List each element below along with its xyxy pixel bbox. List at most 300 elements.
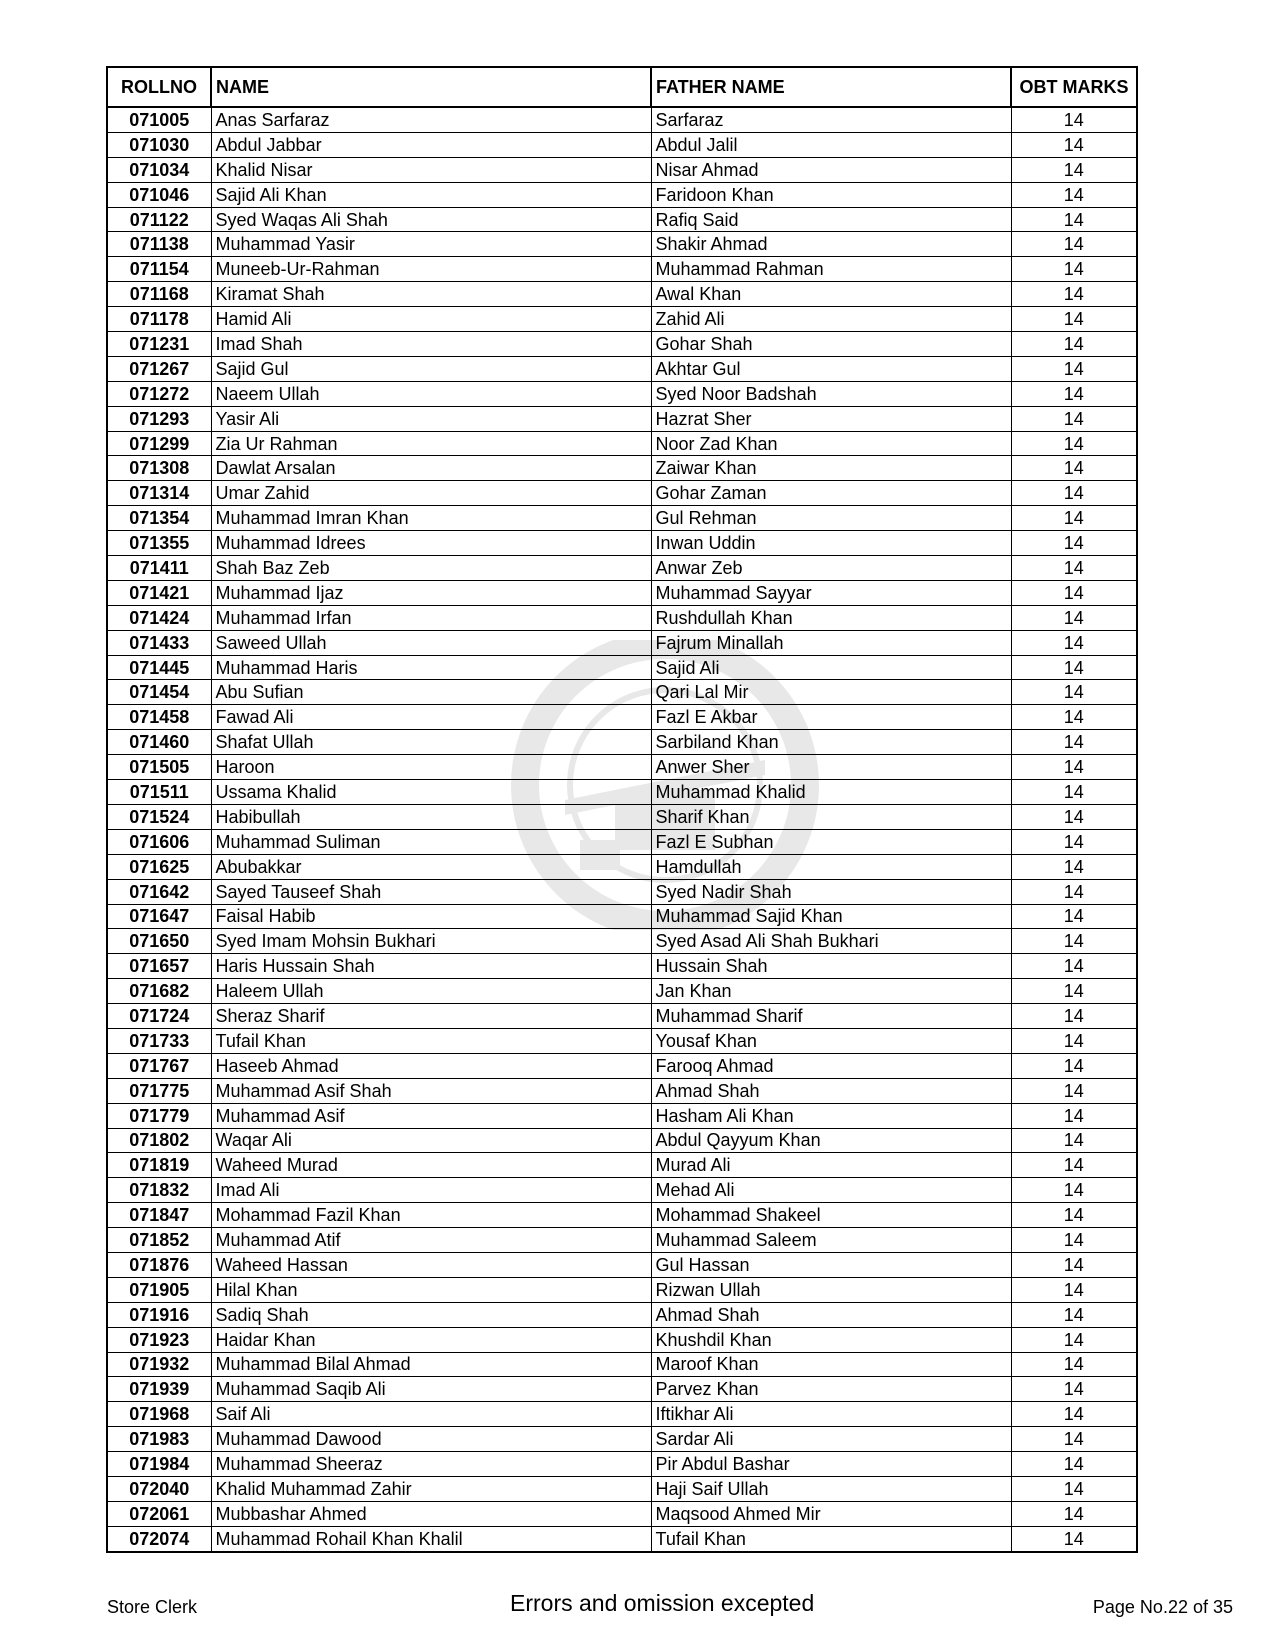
cell-father-name: Tufail Khan <box>651 1526 1011 1551</box>
header-name: NAME <box>211 67 651 107</box>
table-row <box>107 1178 1137 1203</box>
cell-rollno: 071647 <box>107 904 211 929</box>
cell-rollno: 071458 <box>107 705 211 730</box>
cell-rollno: 071299 <box>107 431 211 456</box>
cell-name: Fawad Ali <box>211 705 651 730</box>
cell-father-name: Syed Asad Ali Shah Bukhari <box>651 929 1011 954</box>
cell-name: Anas Sarfaraz <box>211 107 651 132</box>
table-row <box>107 804 1137 829</box>
cell-father-name: Sarbiland Khan <box>651 730 1011 755</box>
cell-rollno: 071939 <box>107 1377 211 1402</box>
cell-father-name: Fazl E Akbar <box>651 705 1011 730</box>
cell-name: Waqar Ali <box>211 1128 651 1153</box>
cell-name: Muneeb-Ur-Rahman <box>211 257 651 282</box>
table-row <box>107 1501 1137 1526</box>
cell-obt-marks: 14 <box>1011 431 1137 456</box>
table-row <box>107 182 1137 207</box>
cell-name: Shafat Ullah <box>211 730 651 755</box>
cell-rollno: 071650 <box>107 929 211 954</box>
cell-name: Muhammad Dawood <box>211 1427 651 1452</box>
table-row <box>107 406 1137 431</box>
cell-father-name: Gohar Zaman <box>651 481 1011 506</box>
cell-name: Haroon <box>211 755 651 780</box>
cell-father-name: Jan Khan <box>651 979 1011 1004</box>
cell-father-name: Awal Khan <box>651 282 1011 307</box>
cell-obt-marks: 14 <box>1011 1252 1137 1277</box>
cell-father-name: Rafiq Said <box>651 207 1011 232</box>
table-row <box>107 680 1137 705</box>
cell-rollno: 071802 <box>107 1128 211 1153</box>
table-row <box>107 1004 1137 1029</box>
table-row <box>107 829 1137 854</box>
cell-rollno: 071454 <box>107 680 211 705</box>
cell-obt-marks: 14 <box>1011 1228 1137 1253</box>
cell-father-name: Zaiwar Khan <box>651 456 1011 481</box>
cell-obt-marks: 14 <box>1011 1128 1137 1153</box>
cell-name: Muhammad Irfan <box>211 605 651 630</box>
cell-father-name: Muhammad Khalid <box>651 780 1011 805</box>
cell-name: Muhammad Idrees <box>211 531 651 556</box>
cell-name: Mubbashar Ahmed <box>211 1501 651 1526</box>
footer-disclaimer: Errors and omission excepted <box>510 1590 815 1616</box>
cell-rollno: 071905 <box>107 1277 211 1302</box>
cell-father-name: Maroof Khan <box>651 1352 1011 1377</box>
cell-rollno: 071005 <box>107 107 211 132</box>
cell-father-name: Muhammad Rahman <box>651 257 1011 282</box>
cell-name: Muhammad Yasir <box>211 232 651 257</box>
cell-rollno: 071433 <box>107 630 211 655</box>
table-row <box>107 705 1137 730</box>
cell-rollno: 072061 <box>107 1501 211 1526</box>
table-row <box>107 282 1137 307</box>
cell-obt-marks: 14 <box>1011 730 1137 755</box>
cell-obt-marks: 14 <box>1011 481 1137 506</box>
cell-father-name: Sharif Khan <box>651 804 1011 829</box>
table-row <box>107 531 1137 556</box>
cell-name: Muhammad Saqib Ali <box>211 1377 651 1402</box>
table-row <box>107 232 1137 257</box>
cell-name: Haseeb Ahmad <box>211 1053 651 1078</box>
cell-name: Sayed Tauseef Shah <box>211 879 651 904</box>
cell-name: Sajid Ali Khan <box>211 182 651 207</box>
cell-obt-marks: 14 <box>1011 780 1137 805</box>
cell-rollno: 071168 <box>107 282 211 307</box>
cell-obt-marks: 14 <box>1011 1402 1137 1427</box>
cell-obt-marks: 14 <box>1011 854 1137 879</box>
cell-name: Muhammad Asif Shah <box>211 1078 651 1103</box>
table-row <box>107 580 1137 605</box>
cell-rollno: 071983 <box>107 1427 211 1452</box>
cell-father-name: Syed Nadir Shah <box>651 879 1011 904</box>
cell-father-name: Hasham Ali Khan <box>651 1103 1011 1128</box>
cell-rollno: 071034 <box>107 157 211 182</box>
cell-name: Abu Sufian <box>211 680 651 705</box>
table-row <box>107 979 1137 1004</box>
cell-rollno: 071852 <box>107 1228 211 1253</box>
cell-name: Syed Imam Mohsin Bukhari <box>211 929 651 954</box>
table-row <box>107 1452 1137 1477</box>
header-row <box>107 67 1137 107</box>
table-row <box>107 780 1137 805</box>
cell-rollno: 071968 <box>107 1402 211 1427</box>
cell-obt-marks: 14 <box>1011 879 1137 904</box>
footer-page-number: Page No.22 of 35 <box>1092 1597 1233 1617</box>
cell-rollno: 071779 <box>107 1103 211 1128</box>
cell-rollno: 071411 <box>107 556 211 581</box>
table-row <box>107 854 1137 879</box>
cell-rollno: 071657 <box>107 954 211 979</box>
table-row <box>107 132 1137 157</box>
table-row <box>107 556 1137 581</box>
cell-father-name: Faridoon Khan <box>651 182 1011 207</box>
cell-father-name: Nisar Ahmad <box>651 157 1011 182</box>
cell-father-name: Gul Rehman <box>651 506 1011 531</box>
cell-father-name: Abdul Qayyum Khan <box>651 1128 1011 1153</box>
cell-father-name: Hazrat Sher <box>651 406 1011 431</box>
table-row <box>107 1402 1137 1427</box>
cell-rollno: 071122 <box>107 207 211 232</box>
cell-father-name: Haji Saif Ullah <box>651 1476 1011 1501</box>
cell-obt-marks: 14 <box>1011 207 1137 232</box>
table-row <box>107 1476 1137 1501</box>
cell-father-name: Mehad Ali <box>651 1178 1011 1203</box>
cell-rollno: 072074 <box>107 1526 211 1551</box>
cell-father-name: Akhtar Gul <box>651 356 1011 381</box>
cell-rollno: 071355 <box>107 531 211 556</box>
cell-name: Muhammad Suliman <box>211 829 651 854</box>
cell-rollno: 071460 <box>107 730 211 755</box>
table-row <box>107 730 1137 755</box>
cell-name: Kiramat Shah <box>211 282 651 307</box>
cell-rollno: 071767 <box>107 1053 211 1078</box>
cell-rollno: 071606 <box>107 829 211 854</box>
table-row <box>107 655 1137 680</box>
cell-father-name: Hamdullah <box>651 854 1011 879</box>
cell-name: Hilal Khan <box>211 1277 651 1302</box>
header-rollno: ROLLNO <box>107 67 211 107</box>
cell-obt-marks: 14 <box>1011 257 1137 282</box>
cell-father-name: Parvez Khan <box>651 1377 1011 1402</box>
cell-father-name: Sarfaraz <box>651 107 1011 132</box>
cell-rollno: 071932 <box>107 1352 211 1377</box>
cell-obt-marks: 14 <box>1011 1078 1137 1103</box>
cell-name: Muhammad Rohail Khan Khalil <box>211 1526 651 1551</box>
cell-obt-marks: 14 <box>1011 1427 1137 1452</box>
cell-father-name: Syed Noor Badshah <box>651 381 1011 406</box>
cell-rollno: 071511 <box>107 780 211 805</box>
cell-rollno: 071923 <box>107 1327 211 1352</box>
cell-name: Muhammad Haris <box>211 655 651 680</box>
cell-rollno: 071354 <box>107 506 211 531</box>
cell-rollno: 071984 <box>107 1452 211 1477</box>
table-row <box>107 1526 1137 1551</box>
table-row <box>107 431 1137 456</box>
cell-rollno: 071832 <box>107 1178 211 1203</box>
cell-father-name: Sardar Ali <box>651 1427 1011 1452</box>
cell-obt-marks: 14 <box>1011 107 1137 132</box>
cell-father-name: Fazl E Subhan <box>651 829 1011 854</box>
cell-father-name: Yousaf Khan <box>651 1028 1011 1053</box>
cell-obt-marks: 14 <box>1011 1476 1137 1501</box>
table-row <box>107 1128 1137 1153</box>
cell-obt-marks: 14 <box>1011 1526 1137 1551</box>
cell-father-name: Inwan Uddin <box>651 531 1011 556</box>
cell-father-name: Pir Abdul Bashar <box>651 1452 1011 1477</box>
cell-obt-marks: 14 <box>1011 680 1137 705</box>
cell-father-name: Zahid Ali <box>651 307 1011 332</box>
cell-name: Hamid Ali <box>211 307 651 332</box>
header-father-name: FATHER NAME <box>651 67 1011 107</box>
cell-obt-marks: 14 <box>1011 307 1137 332</box>
cell-obt-marks: 14 <box>1011 1377 1137 1402</box>
cell-obt-marks: 14 <box>1011 630 1137 655</box>
cell-name: Khalid Nisar <box>211 157 651 182</box>
cell-name: Muhammad Imran Khan <box>211 506 651 531</box>
table-row <box>107 755 1137 780</box>
cell-obt-marks: 14 <box>1011 1352 1137 1377</box>
cell-father-name: Qari Lal Mir <box>651 680 1011 705</box>
cell-name: Yasir Ali <box>211 406 651 431</box>
cell-obt-marks: 14 <box>1011 506 1137 531</box>
cell-father-name: Shakir Ahmad <box>651 232 1011 257</box>
cell-rollno: 071876 <box>107 1252 211 1277</box>
table-row <box>107 506 1137 531</box>
cell-obt-marks: 14 <box>1011 1452 1137 1477</box>
cell-father-name: Gohar Shah <box>651 332 1011 357</box>
table-row <box>107 630 1137 655</box>
cell-name: Faisal Habib <box>211 904 651 929</box>
table-row <box>107 307 1137 332</box>
cell-obt-marks: 14 <box>1011 655 1137 680</box>
cell-rollno: 071231 <box>107 332 211 357</box>
cell-rollno: 071314 <box>107 481 211 506</box>
table-row <box>107 954 1137 979</box>
table-row <box>107 929 1137 954</box>
header-obt-marks: OBT MARKS <box>1011 67 1137 107</box>
table-row <box>107 207 1137 232</box>
cell-obt-marks: 14 <box>1011 1302 1137 1327</box>
cell-obt-marks: 14 <box>1011 356 1137 381</box>
cell-father-name: Fajrum Minallah <box>651 630 1011 655</box>
cell-obt-marks: 14 <box>1011 556 1137 581</box>
cell-name: Imad Ali <box>211 1178 651 1203</box>
cell-father-name: Noor Zad Khan <box>651 431 1011 456</box>
cell-obt-marks: 14 <box>1011 755 1137 780</box>
cell-rollno: 071421 <box>107 580 211 605</box>
cell-rollno: 071775 <box>107 1078 211 1103</box>
table-row <box>107 107 1137 132</box>
cell-rollno: 071724 <box>107 1004 211 1029</box>
cell-obt-marks: 14 <box>1011 157 1137 182</box>
cell-obt-marks: 14 <box>1011 1327 1137 1352</box>
table-row <box>107 1203 1137 1228</box>
cell-father-name: Anwer Sher <box>651 755 1011 780</box>
cell-name: Ussama Khalid <box>211 780 651 805</box>
cell-rollno: 071138 <box>107 232 211 257</box>
cell-father-name: Abdul Jalil <box>651 132 1011 157</box>
table-row <box>107 1153 1137 1178</box>
cell-father-name: Rizwan Ullah <box>651 1277 1011 1302</box>
cell-father-name: Mohammad Shakeel <box>651 1203 1011 1228</box>
cell-obt-marks: 14 <box>1011 1178 1137 1203</box>
cell-father-name: Muhammad Sharif <box>651 1004 1011 1029</box>
cell-name: Sheraz Sharif <box>211 1004 651 1029</box>
cell-rollno: 072040 <box>107 1476 211 1501</box>
cell-obt-marks: 14 <box>1011 804 1137 829</box>
cell-rollno: 071424 <box>107 605 211 630</box>
cell-name: Dawlat Arsalan <box>211 456 651 481</box>
cell-obt-marks: 14 <box>1011 406 1137 431</box>
cell-name: Muhammad Sheeraz <box>211 1452 651 1477</box>
cell-rollno: 071733 <box>107 1028 211 1053</box>
cell-rollno: 071272 <box>107 381 211 406</box>
cell-father-name: Gul Hassan <box>651 1252 1011 1277</box>
table-row <box>107 1377 1137 1402</box>
cell-father-name: Muhammad Sajid Khan <box>651 904 1011 929</box>
cell-name: Sadiq Shah <box>211 1302 651 1327</box>
cell-name: Sajid Gul <box>211 356 651 381</box>
cell-obt-marks: 14 <box>1011 829 1137 854</box>
cell-rollno: 071154 <box>107 257 211 282</box>
cell-name: Shah Baz Zeb <box>211 556 651 581</box>
cell-rollno: 071046 <box>107 182 211 207</box>
cell-obt-marks: 14 <box>1011 182 1137 207</box>
table-row <box>107 1427 1137 1452</box>
cell-rollno: 071293 <box>107 406 211 431</box>
cell-obt-marks: 14 <box>1011 1153 1137 1178</box>
table-row <box>107 481 1137 506</box>
cell-name: Zia Ur Rahman <box>211 431 651 456</box>
table-row <box>107 605 1137 630</box>
cell-name: Syed Waqas Ali Shah <box>211 207 651 232</box>
cell-rollno: 071308 <box>107 456 211 481</box>
table-row <box>107 1053 1137 1078</box>
table-row <box>107 456 1137 481</box>
cell-name: Waheed Murad <box>211 1153 651 1178</box>
table-row <box>107 1252 1137 1277</box>
cell-obt-marks: 14 <box>1011 1203 1137 1228</box>
table-body <box>107 107 1137 1552</box>
cell-rollno: 071642 <box>107 879 211 904</box>
cell-father-name: Murad Ali <box>651 1153 1011 1178</box>
cell-name: Saweed Ullah <box>211 630 651 655</box>
cell-name: Habibullah <box>211 804 651 829</box>
table-row <box>107 1327 1137 1352</box>
cell-rollno: 071916 <box>107 1302 211 1327</box>
cell-obt-marks: 14 <box>1011 1028 1137 1053</box>
cell-name: Saif Ali <box>211 1402 651 1427</box>
table-row <box>107 1103 1137 1128</box>
cell-obt-marks: 14 <box>1011 132 1137 157</box>
cell-name: Muhammad Ijaz <box>211 580 651 605</box>
cell-name: Mohammad Fazil Khan <box>211 1203 651 1228</box>
cell-obt-marks: 14 <box>1011 282 1137 307</box>
cell-obt-marks: 14 <box>1011 1053 1137 1078</box>
cell-obt-marks: 14 <box>1011 531 1137 556</box>
cell-father-name: Khushdil Khan <box>651 1327 1011 1352</box>
cell-obt-marks: 14 <box>1011 1501 1137 1526</box>
cell-father-name: Ahmad Shah <box>651 1078 1011 1103</box>
cell-name: Abdul Jabbar <box>211 132 651 157</box>
cell-obt-marks: 14 <box>1011 1277 1137 1302</box>
cell-obt-marks: 14 <box>1011 705 1137 730</box>
table-row <box>107 1028 1137 1053</box>
table-row <box>107 381 1137 406</box>
cell-rollno: 071524 <box>107 804 211 829</box>
cell-name: Waheed Hassan <box>211 1252 651 1277</box>
cell-father-name: Ahmad Shah <box>651 1302 1011 1327</box>
cell-name: Tufail Khan <box>211 1028 651 1053</box>
cell-obt-marks: 14 <box>1011 232 1137 257</box>
cell-obt-marks: 14 <box>1011 1004 1137 1029</box>
cell-name: Haidar Khan <box>211 1327 651 1352</box>
cell-rollno: 071819 <box>107 1153 211 1178</box>
cell-rollno: 071505 <box>107 755 211 780</box>
cell-father-name: Iftikhar Ali <box>651 1402 1011 1427</box>
cell-name: Imad Shah <box>211 332 651 357</box>
cell-rollno: 071445 <box>107 655 211 680</box>
table-row <box>107 1352 1137 1377</box>
cell-father-name: Maqsood Ahmed Mir <box>651 1501 1011 1526</box>
table-row <box>107 332 1137 357</box>
cell-name: Muhammad Atif <box>211 1228 651 1253</box>
cell-obt-marks: 14 <box>1011 904 1137 929</box>
table-row <box>107 257 1137 282</box>
cell-name: Umar Zahid <box>211 481 651 506</box>
cell-rollno: 071625 <box>107 854 211 879</box>
cell-rollno: 071030 <box>107 132 211 157</box>
cell-father-name: Farooq Ahmad <box>651 1053 1011 1078</box>
cell-obt-marks: 14 <box>1011 605 1137 630</box>
table-row <box>107 1228 1137 1253</box>
table-row <box>107 1302 1137 1327</box>
cell-obt-marks: 14 <box>1011 580 1137 605</box>
cell-rollno: 071267 <box>107 356 211 381</box>
cell-obt-marks: 14 <box>1011 979 1137 1004</box>
result-table <box>106 66 1138 1553</box>
table-row <box>107 1078 1137 1103</box>
cell-obt-marks: 14 <box>1011 332 1137 357</box>
cell-rollno: 071847 <box>107 1203 211 1228</box>
table-row <box>107 1277 1137 1302</box>
table-row <box>107 904 1137 929</box>
cell-obt-marks: 14 <box>1011 954 1137 979</box>
cell-obt-marks: 14 <box>1011 929 1137 954</box>
cell-obt-marks: 14 <box>1011 456 1137 481</box>
footer-store-clerk: Store Clerk <box>107 1597 198 1617</box>
cell-father-name: Rushdullah Khan <box>651 605 1011 630</box>
cell-obt-marks: 14 <box>1011 381 1137 406</box>
cell-father-name: Hussain Shah <box>651 954 1011 979</box>
cell-rollno: 071682 <box>107 979 211 1004</box>
cell-name: Haris Hussain Shah <box>211 954 651 979</box>
cell-father-name: Muhammad Saleem <box>651 1228 1011 1253</box>
table-row <box>107 356 1137 381</box>
cell-name: Muhammad Bilal Ahmad <box>211 1352 651 1377</box>
cell-name: Naeem Ullah <box>211 381 651 406</box>
cell-obt-marks: 14 <box>1011 1103 1137 1128</box>
cell-rollno: 071178 <box>107 307 211 332</box>
cell-father-name: Sajid Ali <box>651 655 1011 680</box>
cell-father-name: Muhammad Sayyar <box>651 580 1011 605</box>
cell-name: Muhammad Asif <box>211 1103 651 1128</box>
cell-name: Khalid Muhammad Zahir <box>211 1476 651 1501</box>
cell-father-name: Anwar Zeb <box>651 556 1011 581</box>
cell-name: Abubakkar <box>211 854 651 879</box>
table-row <box>107 879 1137 904</box>
table-row <box>107 157 1137 182</box>
cell-name: Haleem Ullah <box>211 979 651 1004</box>
